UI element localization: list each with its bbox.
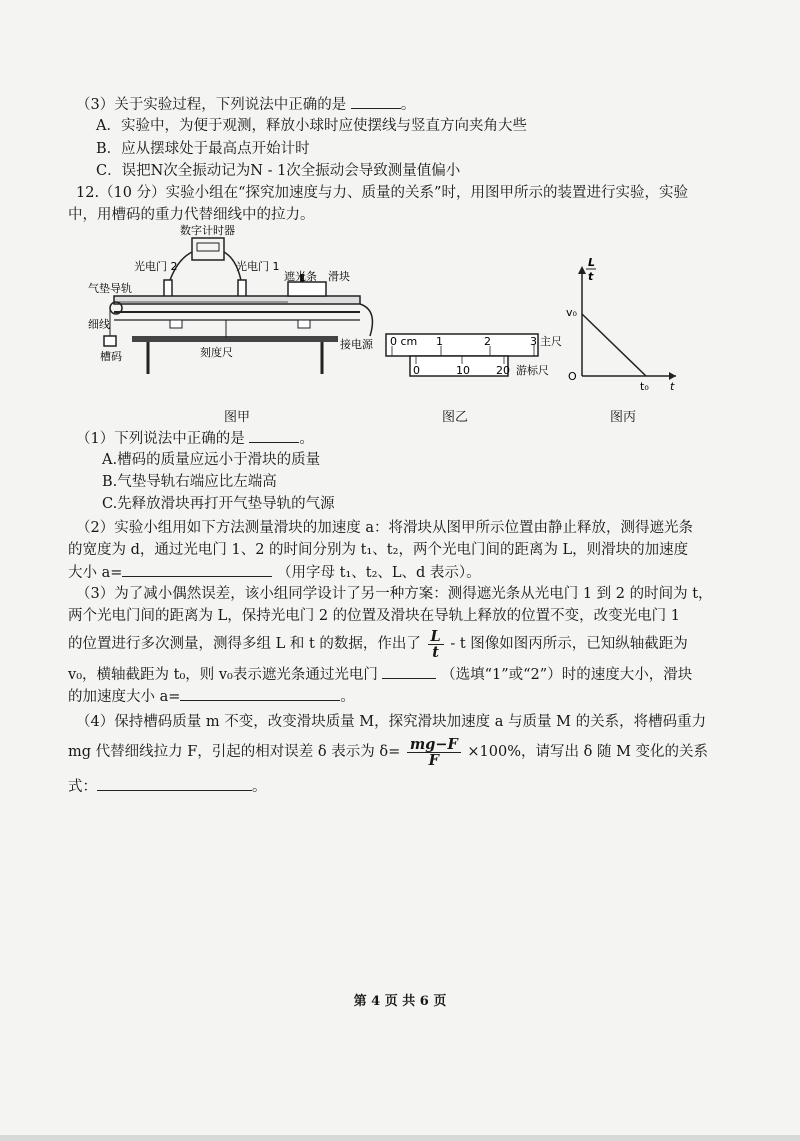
label-power: 接电源: [340, 338, 373, 351]
label-timer: 数字计时器: [180, 224, 235, 237]
q12-4-line1: （4）保持槽码质量 m 不变，改变滑块质量 M，探究滑块加速度 a 与质量 M 的关系，将槽码重力: [76, 714, 707, 730]
label-main-tick-1: 1: [436, 335, 443, 348]
q12-1-option-a: A.槽码的质量应远小于滑块的质量: [102, 452, 321, 468]
label-weight: 槽码: [100, 350, 122, 363]
answer-blank[interactable]: [97, 776, 252, 791]
label-vernier-tick-20: 20: [496, 364, 510, 377]
figure-yi: [384, 330, 562, 400]
label-main-tick-3: 3: [530, 335, 537, 348]
q11-3-stem: （3）关于实验过程，下列说法中正确的是 。: [76, 94, 415, 115]
caption-yi: 图乙: [442, 410, 469, 425]
q12-3-line5: 的加速度大小 a= 。: [68, 686, 355, 707]
q12-intro-line2: 中，用槽码的重力代替细线中的拉力。: [68, 207, 315, 223]
label-slider: 滑块: [328, 270, 350, 283]
answer-blank[interactable]: [249, 428, 299, 443]
label-gate2: 光电门 2: [134, 260, 178, 273]
label-vernier-tick-0: 0: [413, 364, 420, 377]
q12-3-line2: 两个光电门间的距离为 L，保持光电门 2 的位置及滑块在导轨上释放的位置不变，改变光电门 1: [68, 608, 681, 624]
fraction-relative-error: $\frac{mg-F}{F}$: [407, 737, 461, 768]
label-shade: 遮光条: [284, 270, 317, 283]
label-v0: v₀: [566, 306, 577, 319]
label-scale: 刻度尺: [200, 346, 233, 359]
hook-weight-icon: [104, 336, 116, 346]
answer-blank[interactable]: [351, 94, 401, 109]
page-footer: 第 4 页 共 6 页: [353, 994, 447, 1009]
q12-3-line1: （3）为了减小偶然误差，该小组同学设计了另一种方案：测得遮光条从光电门 1 到 2 的时间为 t，: [76, 586, 713, 602]
q12-4-line3: 式： 。: [68, 776, 267, 797]
label-origin: O: [568, 370, 577, 383]
q12-2-line2: 的宽度为 d，通过光电门 1、2 的时间分别为 t₁、t₂，两个光电门间的距离为 L，则滑块的加速度: [68, 542, 689, 558]
q12-3-line4: v₀，横轴截距为 t₀，则 v₀表示遮光条通过光电门 （选填“1”或“2”）时的速度大小，滑块: [68, 664, 692, 685]
answer-blank[interactable]: [180, 686, 340, 701]
label-y-den: t: [588, 270, 594, 283]
label-vernier-name: 游标尺: [516, 364, 549, 377]
q12-1-stem: （1）下列说法中正确的是 。: [76, 428, 314, 449]
label-gate1: 光电门 1: [236, 260, 280, 273]
air-track-icon: [114, 296, 360, 304]
answer-blank[interactable]: [382, 664, 436, 679]
q12-1-option-c: C.先释放滑块再打开气垫导轨的气源: [102, 496, 335, 512]
label-main-unit: 0 cm: [390, 335, 418, 348]
label-y-num: L: [588, 256, 596, 269]
q12-3-line3: 的位置进行多次测量，测得多组 L 和 t 的数据，作出了 $\frac{L}{t}$ - t 图像如图丙所示，已知纵轴截距为: [68, 627, 688, 661]
answer-blank[interactable]: [122, 562, 272, 577]
label-x-axis: t: [670, 380, 675, 393]
q12-2-line3: 大小 a= （用字母 t₁、t₂、L、d 表示）。: [68, 562, 481, 583]
label-main-tick-2: 2: [484, 335, 491, 348]
q11-3-option-c: C．误把N次全振动记为N - 1次全振动会导致测量值偏小: [96, 163, 461, 179]
caption-jia: 图甲: [224, 410, 251, 425]
label-main-name: 主尺: [540, 335, 562, 348]
label-air-track: 气垫导轨: [88, 282, 132, 295]
label-vernier-tick-10: 10: [456, 364, 470, 377]
caption-bing: 图丙: [610, 410, 637, 425]
q12-4-line2: mg 代替细线拉力 F，引起的相对误差 δ 表示为 δ= $\frac{mg-F}{F}$ ×100%，请写出 δ 随 M 变化的关系: [68, 735, 709, 769]
q11-3-option-a: A．实验中，为便于观测，释放小球时应使摆线与竖直方向夹角大些: [96, 118, 527, 134]
figure-bing: [564, 252, 684, 422]
figure-jia: [88, 224, 388, 374]
q12-1-option-b: B.气垫导轨右端应比左端高: [102, 474, 277, 490]
label-string: 细线: [88, 318, 110, 331]
slider-icon: [288, 282, 326, 296]
graph-line: [582, 314, 646, 376]
q12-2-line1: （2）实验小组用如下方法测量滑块的加速度 a：将滑块从图甲所示位置由静止释放，测得遮光条: [76, 520, 693, 536]
label-t0: t₀: [640, 380, 649, 393]
q12-intro-line1: 12.（10 分）实验小组在“探究加速度与力、质量的关系”时，用图甲所示的装置进行实验，实验: [76, 185, 688, 201]
scan-edge: [0, 1135, 800, 1141]
figure-area: [88, 224, 688, 424]
fraction-L-over-t: $\frac{L}{t}$: [428, 629, 444, 660]
q11-3-option-b: B．应从摆球处于最高点开始计时: [96, 141, 310, 157]
